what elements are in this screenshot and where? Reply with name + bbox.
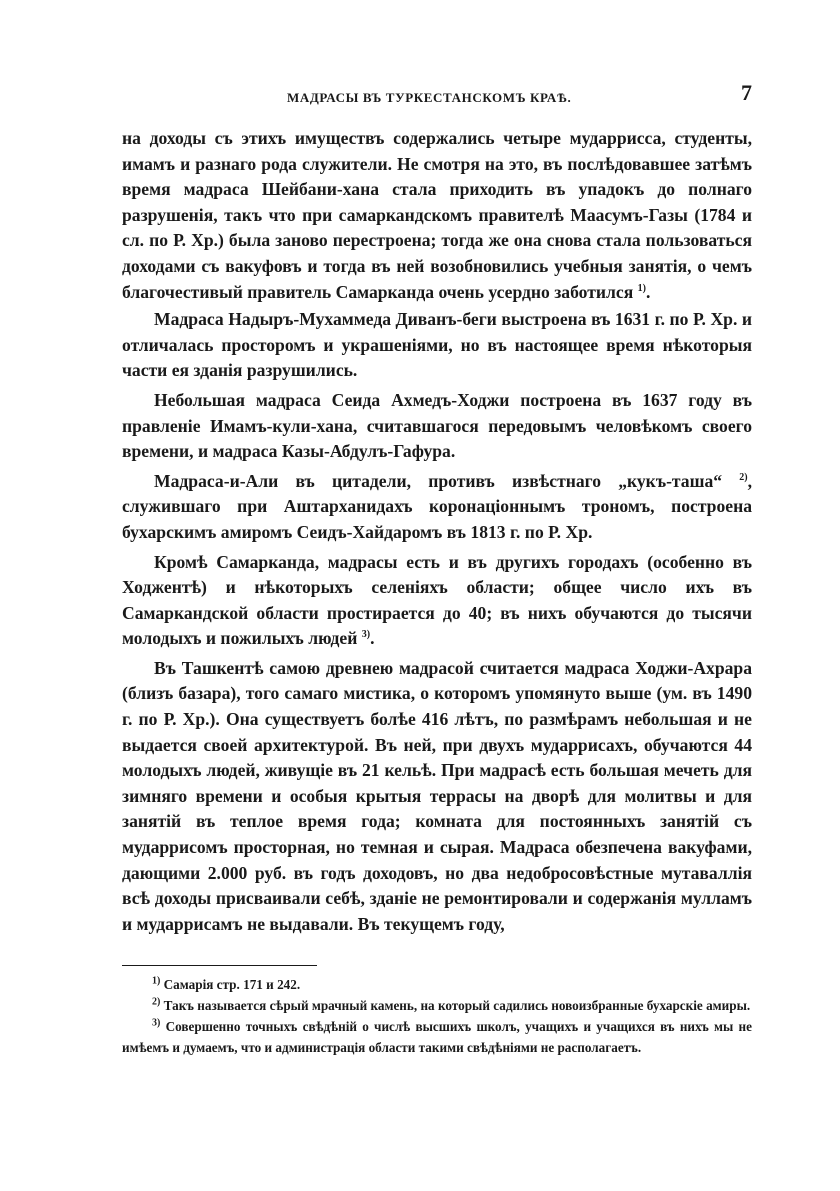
running-title: МАДРАСЫ ВЪ ТУРКЕСТАНСКОМЪ КРАѢ. bbox=[287, 90, 572, 105]
paragraph: Небольшая мадраса Сеида Ахмедъ-Ходжи построена въ 1637 году въ правленіе Имамъ-кули-хана, считавшагося передовымъ человѣкомъ своего времени, и мадраса Казы-Абдулъ-Гафура. bbox=[122, 389, 752, 462]
footnote-divider bbox=[122, 965, 317, 966]
footnote-mark: 1) bbox=[152, 976, 161, 988]
footnote: $^{3)}$ Совершенно точныхъ свѣдѣній о числѣ высшихъ школъ, учащихъ и учащихся въ нихъ мы не имѣемъ и думаемъ, что и администрація области такими свѣдѣніями не располагаетъ. bbox=[122, 1018, 753, 1056]
paragraph: Кромѣ Самарканда, мадрасы есть и въ другихъ городахъ (особенно въ Ходжентѣ) и нѣкоторыхъ селеніяхъ области; общее число ихъ въ Самаркандской области простирается до 40; въ нихъ обучаются до тысячи молодыхъ и пожилыхъ людей $^{3)}$. bbox=[122, 551, 752, 649]
paragraph: на доходы съ этихъ имуществъ содержались четыре мударрисса, студенты, имамъ и разнаго рода служители. Не смотря на это, въ послѣдовавшее затѣмъ время мадраса Шейбани-хана стала приходить въ упадокъ до полнаго разрушенія, такъ что при самаркандскомъ правителѣ Маасумъ-Газы (1784 и сл. по Р. Хр.) была заново перестроена; тогда же она снова стала пользоваться доходами съ вакуфовъ и тогда въ ней возобновились учебныя занятія, о чемъ благочестивый правитель Самарканда очень усердно заботился $^{1)}$. bbox=[122, 128, 752, 302]
footnote-mark: 2) bbox=[152, 997, 161, 1009]
paragraph: Мадраса Надыръ-Мухаммеда Диванъ-беги выстроена въ 1631 г. по Р. Хр. и отличалась просторомъ и украшеніями, но въ настоящее время нѣкоторыя части ея зданія разрушились. bbox=[122, 309, 752, 381]
page-header bbox=[122, 80, 752, 114]
footnote: $^{1)}$ Самарія стр. 171 и 242. bbox=[152, 976, 301, 993]
footnote-ref: 1) bbox=[637, 282, 646, 294]
footnote-ref: 3) bbox=[361, 629, 371, 641]
footnote: $^{2)}$ Такъ называется сѣрый мрачный камень, на который садились новоизбранные бухарскіе амиры. bbox=[152, 997, 751, 1014]
footnote-ref: 2) bbox=[739, 471, 748, 483]
document-page bbox=[122, 80, 753, 1058]
body-text bbox=[122, 126, 752, 937]
paragraph: Въ Ташкентѣ самою древнею мадрасой считается мадраса Ходжи-Ахрара (близъ базара), того самаго мистика, о которомъ упомянуто выше (ум. въ 1490 г. по Р. Хр.). Она существуетъ болѣе 416 лѣтъ, по размѣрамъ небольшая и не выдается своей архитектурой. Въ ней, при двухъ мударрисахъ, обучаются 44 молодыхъ людей, живущіе въ 21 кельѣ. При мадрасѣ есть большая мечеть для зимняго времени и особыя крытыя террасы на дворѣ для молитвы и для занятій въ теплое время года; комната для постоянныхъ занятій съ мударрисомъ просторная, но темная и сырая. Мадраса обезпечена вакуфами, дающими 2.000 руб. въ годъ доходовъ, но два недобросовѣстные мутаваллія всѣ доходы присваивали себѣ, зданіе не ремонтировали и содержанія мулламъ и мударрисамъ не выдавали. Въ текущемъ году, bbox=[122, 657, 752, 934]
page-number: 7 bbox=[741, 80, 752, 105]
footnotes bbox=[122, 974, 752, 1058]
paragraph: Мадраса-и-Али въ цитадели, противъ извѣстнаго „кукъ-таша“ $^{2)}$, служившаго при Аштарханидахъ коронаціоннымъ трономъ, построена бухарскимъ амиромъ Сеидъ-Хайдаромъ въ 1813 г. по Р. Хр. bbox=[122, 470, 752, 542]
footnote-mark: 3) bbox=[152, 1018, 161, 1030]
